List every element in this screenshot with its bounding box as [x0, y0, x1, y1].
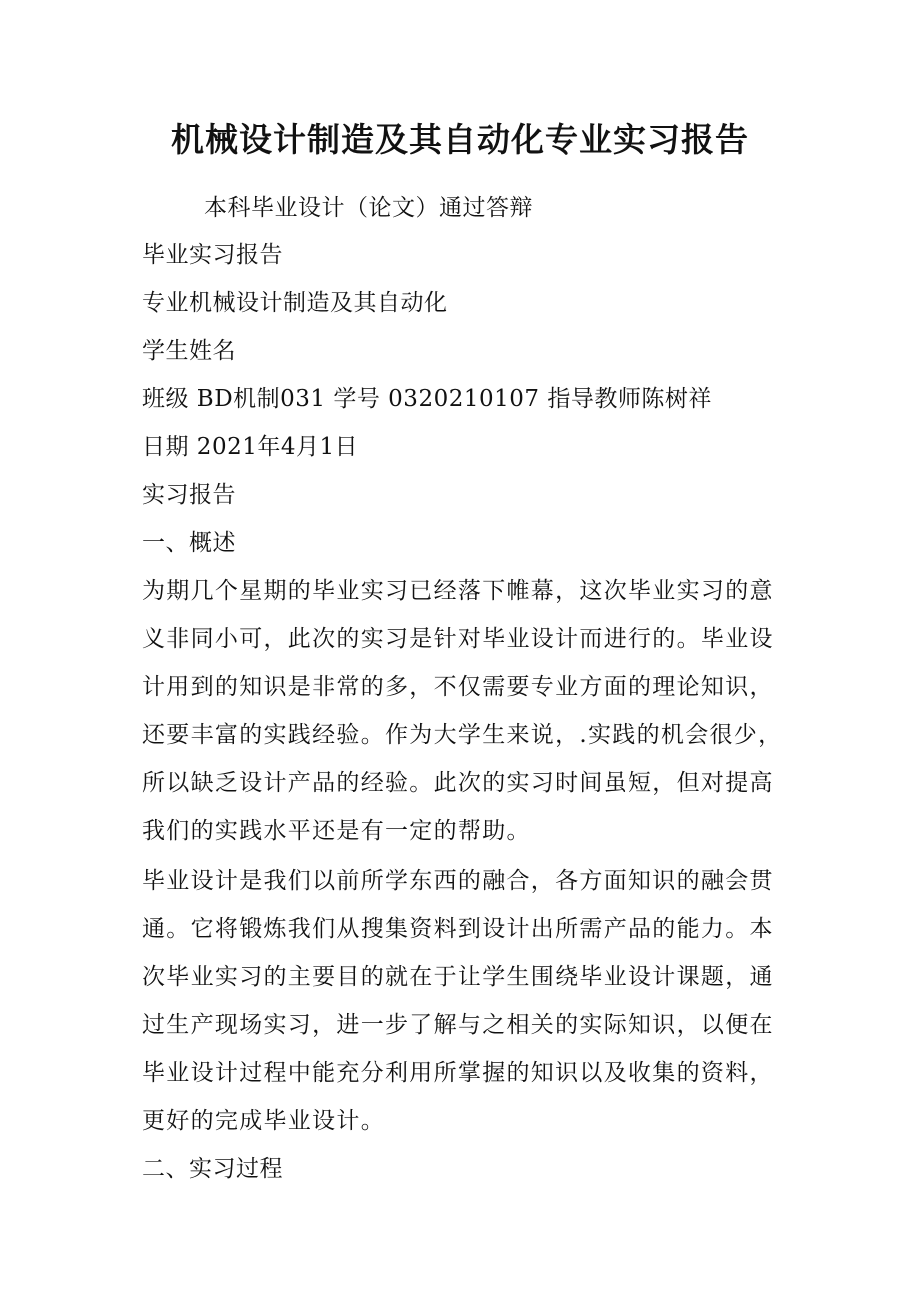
paragraph-line: 计用到的知识是非常的多，不仅需要专业方面的理论知识， [142, 674, 774, 700]
paragraph-line: 毕业设计是我们以前所学东西的融合，各方面知识的融会贯 [142, 868, 774, 894]
paragraph-line: 所以缺乏设计产品的经验。此次的实习时间虽短，但对提高 [142, 770, 774, 796]
paragraph-line: 更好的完成毕业设计。 [142, 1108, 385, 1134]
paragraph-line: 为期几个星期的毕业实习已经落下帷幕，这次毕业实习的意 [142, 578, 774, 604]
paragraph-line: 次毕业实习的主要目的就在于让学生围绕毕业设计课题，通 [142, 964, 774, 990]
paragraph-line: 过生产现场实习，进一步了解与之相关的实际知识，以便在 [142, 1012, 774, 1038]
paragraph-overview-1 [142, 567, 792, 855]
cover-line-report: 毕业实习报告 [142, 242, 283, 268]
paragraph-line: 通。它将锻炼我们从搜集资料到设计出所需产品的能力。本 [142, 916, 774, 942]
cover-line-major: 专业机械设计制造及其自动化 [142, 290, 448, 316]
cover-line-student-name: 学生姓名 [142, 338, 236, 364]
document-title: 机械设计制造及其自动化专业实习报告 [171, 120, 749, 159]
section-label-report: 实习报告 [142, 482, 236, 508]
paragraph-line: 还要丰富的实践经验。作为大学生来说，.实践的机会很少， [142, 722, 783, 748]
cover-line-date: 日期 2021年4月1日 [142, 434, 359, 460]
paragraph-line: 义非同小可，此次的实习是针对毕业设计而进行的。毕业设 [142, 626, 774, 652]
paragraph-overview-2 [142, 857, 792, 1145]
document-subtitle: 本科毕业设计（论文）通过答辩 [204, 195, 533, 221]
section-heading-overview: 一、概述 [142, 530, 236, 556]
paragraph-line: 我们的实践水平还是有一定的帮助。 [142, 818, 531, 844]
section-heading-process: 二、实习过程 [142, 1156, 283, 1182]
paragraph-line: 毕业设计过程中能充分利用所掌握的知识以及收集的资料， [142, 1060, 774, 1086]
cover-line-class-info: 班级 BD机制031 学号 0320210107 指导教师陈树祥 [142, 386, 712, 412]
